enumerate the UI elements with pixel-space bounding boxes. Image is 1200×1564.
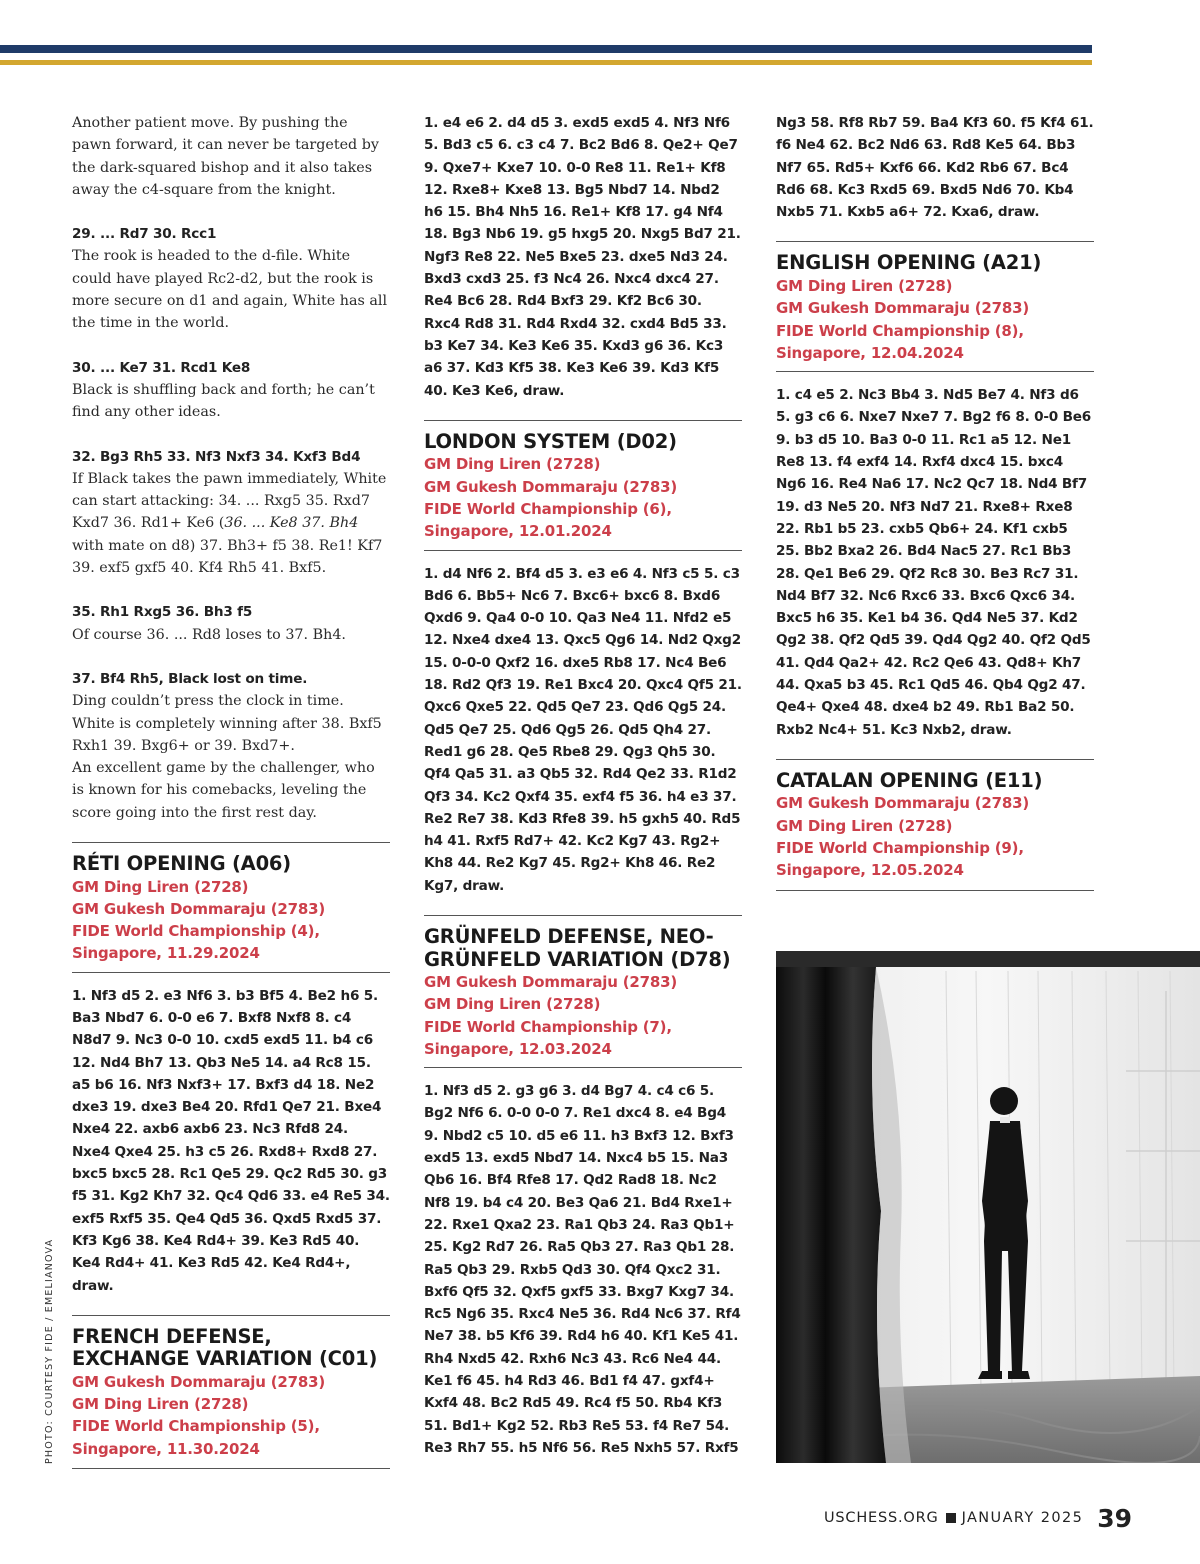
moves-heading: 29. ... Rd7 30. Rcc1 [72, 226, 217, 243]
white-player: GM Gukesh Dommaraju (2783) [72, 1372, 325, 1391]
game-reti [72, 842, 390, 1297]
black-player: GM Ding Liren (2728) [776, 816, 953, 835]
game-english [776, 241, 1094, 740]
place-date: Singapore, 11.30.2024 [72, 1439, 260, 1458]
white-player: GM Ding Liren (2728) [424, 455, 601, 474]
game-heading: GRÜNFELD DEFENSE, NEO-GRÜNFELD VARIATION (D78) [424, 925, 731, 971]
footer [824, 1498, 1132, 1538]
footer-month: JANUARY 2025 [961, 1510, 1084, 1526]
header-stripe-navy [0, 45, 1092, 53]
commentary-text [72, 468, 390, 579]
place-date: Singapore, 12.03.2024 [424, 1039, 612, 1058]
photo-credit: PHOTO: COURTESY FIDE / EMELIANOVA [44, 1238, 55, 1464]
commentary-text: Of course 36. ... Rd8 loses to 37. Bh4. [72, 626, 346, 643]
place-date: Singapore, 11.29.2024 [72, 944, 260, 963]
black-player: GM Ding Liren (2728) [72, 1395, 249, 1414]
game-moves: 1. c4 e5 2. Nc3 Bb4 3. Nd5 Be7 4. Nf3 d6 5. g3 c6 6. Nxe7 Nxe7 7. Bg2 f6 8. 0-0 Be6 9. b3 d5 10. Ba3 0-0 11. Rc1 a5 12. Ne1 Re8 13. f4 exf4 14. Rxf4 dxc4 15. bxc4 Ng6 16. Re4 Na6 17. Nc2 Qc7 18. Nd4 Bf7 19. d3 Ne5 20. Nf3 Nd7 21. Rxe8+ Rxe8 22. Rb1 b5 23. cxb5 Qb6+ 24. Kf1 cxb5 25. Bb2 Bxa2 26. Bd4 Nac5 27. Rc1 Bb3 28. Qe1 Be6 29. Qf2 Rc8 30. Be3 Rc7 31. Nd4 Bf7 32. Nc6 Rxc6 33. Bxc6 Qxc6 34. Bxc5 h6 35. Ke1 b4 36. Qd4 Ne5 37. Kd2 Qg2 38. Qf2 Qd5 39. Qd4 Qg2 40. Qf2 Qd5 41. Qd4 Qa2+ 42. Rc2 Qe6 43. Qd8+ Kh7 44. Qxa5 b3 45. Rc1 Qd5 46. Qb4 Qg2 47. Qe4+ Qxe4 48. dxe4 b2 49. Rb1 Ba2 50. Rxb2 Nc4+ 51. Kc3 Nxb2, draw. [776, 387, 1092, 738]
place-date: Singapore, 12.05.2024 [776, 861, 964, 880]
white-player: GM Gukesh Dommaraju (2783) [424, 973, 677, 991]
black-player: GM Gukesh Dommaraju (2783) [776, 299, 1029, 318]
event: FIDE World Championship (6), [424, 499, 672, 518]
game-heading: RÉTI OPENING (A06) [72, 852, 292, 876]
game-moves: 1. Nf3 d5 2. g3 g6 3. d4 Bg7 4. c4 c6 5. Bg2 Nf6 6. 0-0 0-0 7. Re1 dxc4 8. e4 Bg4 9. Nbd2 c5 10. d5 e6 11. h3 Bxf3 12. Bxf3 exd5 13. exd5 Nbd7 14. Nxc4 b5 15. Na3 Qb6 16. Bf4 Rfe8 17. Qd2 Rad8 18. Nc2 Nf8 19. b4 c4 20. Be3 Qa6 21. Bd4 Rxe1+ 22. Rxe1 Qxa2 23. Ra1 Qb3 24. Ra3 Qb1+ 25. Kg2 Rd7 26. Ra5 Qb3 27. Ra3 Qb1 28. Ra5 Qb3 29. Rxb5 Qd3 30. Qf4 Qxc2 31. Bxf6 Qf5 32. Qxf5 gxf5 33. Bxg7 Kxg7 34. Rc5 Ng6 35. Rxc4 Ne5 36. Rd4 Nc6 37. Rf4 Ne7 38. b5 Kf6 39. Rd4 h6 40. Kf1 Ke5 41. Rh4 Nxd5 42. Rxh6 Nc3 43. Rc6 Ne4 44. Ke1 f6 45. h4 Rd3 46. Bd1 f4 47. gxf4+ Kxf4 48. Bc2 Rd5 49. Rc4 f5 50. Rb4 Kf3 51. Bd1+ Kg2 52. Rb3 Re5 53. f4 Re7 54. Re3 Rh7 55. h5 Nf6 56. Re5 Nxh5 57. Rxf5 [424, 1083, 741, 1456]
game-moves: 1. Nf3 d5 2. e3 Nf6 3. b3 Bf5 4. Be2 h6 5. Ba3 Nbd7 6. 0-0 e6 7. Bxf8 Nxf8 8. c4 N8d7 9. Nc3 0-0 10. cxd5 exd5 11. b4 c6 12. Nd4 Bh7 13. Qb3 Ne5 14. a4 Rc8 15. a5 b6 16. Nf3 Nxf3+ 17. Bxf3 d4 18. Ne2 dxe3 19. dxe3 Be4 20. Rfd1 Qe7 21. Bxe4 Nxe4 22. axb6 axb6 23. Nc3 Rfd8 24. Nxe4 Qxe4 25. h3 c5 26. Rxd8+ Rxd8 27. bxc5 bxc5 28. Rc1 Qe5 29. Qc2 Rd5 30. g3 f5 31. Kg2 Kh7 32. Qc4 Qd6 33. e4 Re5 34. exf5 Rxf5 35. Qe4 Qd5 36. Qxd5 Rxd5 37. Kf3 Kg6 38. Ke4 Rd4+ 39. Ke3 Rd5 40. Ke4 Rd4+ 41. Ke3 Rd5 42. Ke4 Rd4+, draw. [72, 987, 390, 1294]
column-2 [424, 112, 742, 1459]
game-french [72, 1315, 390, 1469]
commentary-intro: Another patient move. By pushing the pawn forward, it can never be targeted by the dark-squared bishop and it also takes away the c4-square from the knight. [72, 115, 379, 198]
event: FIDE World Championship (9), [776, 839, 1024, 858]
moves-heading: 35. Rh1 Rxg5 36. Bh3 f5 [72, 604, 253, 621]
place-date: Singapore, 12.04.2024 [776, 343, 964, 362]
commentary-text: The rook is headed to the d-file. White could have played Rc2-d2, but the rook is more secure on d1 and again, White has all the time in the world. [72, 248, 388, 332]
commentary-italic-line: 36. ... Ke8 37. Bh4 [224, 515, 359, 532]
moves-heading: 37. Bf4 Rh5, Black lost on time. [72, 670, 308, 687]
player-photo [776, 951, 1200, 1463]
moves-heading: 32. Bg3 Rh5 33. Nf3 Nxf3 34. Kxf3 Bd4 [72, 448, 361, 465]
black-player: GM Ding Liren (2728) [424, 995, 601, 1014]
white-player: GM Ding Liren (2728) [72, 877, 249, 896]
commentary-text: Black is shuffling back and forth; he can’t find any other ideas. [72, 381, 375, 421]
game-grunfeld [424, 915, 742, 1459]
commentary-text: An excellent game by the challenger, who is known for his comebacks, leveling the score going into the first rest day. [72, 760, 375, 821]
commentary-text-part: If Black takes the pawn immediately, White can start attacking: 34. ... Rxg5 35. Rxd7 Kxd7 36. Rd1+ Ke6 ( [72, 470, 387, 532]
event: FIDE World Championship (8), [776, 321, 1024, 340]
event: FIDE World Championship (5), [72, 1417, 320, 1436]
game-moves: Ng3 58. Rf8 Rb7 59. Ba4 Kf3 60. f5 Kf4 61. f6 Ne4 62. Bc2 Nd6 63. Rd8 Ke5 64. Bb3 Nf7 65. Rd5+ Kxf6 66. Kd2 Rb6 67. Bc4 Rd6 68. Kc3 Rxd5 69. Bxd5 Nd6 70. Kb4 Nxb5 71. Kxb5 a6+ 72. Kxa6, draw. [776, 115, 1094, 221]
game-london [424, 420, 742, 897]
game-heading: FRENCH DEFENSE, EXCHANGE VARIATION (C01) [72, 1324, 378, 1371]
commentary-text: Ding couldn’t press the clock in time. White is completely winning after 38. Bxf5 Rxh1 39. Bxg6+ or 39. Bxd7+. [72, 693, 382, 754]
black-player: GM Gukesh Dommaraju (2783) [424, 477, 677, 496]
game-heading: LONDON SYSTEM (D02) [424, 429, 677, 453]
footer-site: USCHESS.ORG [824, 1510, 939, 1526]
column-3 [776, 112, 1094, 891]
game-catalan [776, 759, 1094, 891]
page-number: 39 [1097, 1503, 1132, 1533]
footer-square-icon [946, 1513, 956, 1523]
game-moves: 1. e4 e6 2. d4 d5 3. exd5 exd5 4. Nf3 Nf6 5. Bd3 c5 6. c3 c4 7. Bc2 Bd6 8. Qe2+ Qe7 9. Qxe7+ Kxe7 10. 0-0 Re8 11. Re1+ Kf8 12. Rxe8+ Kxe8 13. Bg5 Nbd7 14. Nbd2 h6 15. Bh4 Nh5 16. Re1+ Kf8 17. g4 Nf4 18. Bg3 Nb6 19. g5 hxg5 20. Nxg5 Bd7 21. Ngf3 Re8 22. Ne5 Bxe5 23. dxe5 Nd3 24. Bxd3 cxd3 25. f3 Nc4 26. Nxc4 dxc4 27. Re4 Bc6 28. Rd4 Bxf3 29. Kf2 Bc6 30. Rxc4 Rd8 31. Rd4 Rxd4 32. cxd4 Bd5 33. b3 Ke7 34. Ke3 Ke6 35. Kxd3 g6 36. Kc3 a6 37. Kd3 Kf5 38. Ke3 Ke6 39. Kd3 Kf5 40. Ke3 Ke6, draw. [424, 115, 741, 399]
white-player: GM Gukesh Dommaraju (2783) [776, 794, 1029, 813]
game-heading: ENGLISH OPENING (A21) [776, 251, 1042, 275]
black-player: GM Gukesh Dommaraju (2783) [72, 899, 325, 918]
game-moves: 1. d4 Nf6 2. Bf4 d5 3. e3 e6 4. Nf3 c5 5. c3 Bd6 6. Bb5+ Nc6 7. Bxc6+ bxc6 8. Bxd6 Qxd6 9. Qa4 0-0 10. Qa3 Ne4 11. Nfd2 e5 12. Nxe4 dxe4 13. Qxc5 Qg6 14. Nd2 Qxg2 15. 0-0-0 Qxf2 16. dxe5 Rb8 17. Nc4 Be6 18. Rd2 Qf3 19. Re1 Bxc4 20. Qxc4 Qf5 21. Qxc6 Qxe5 22. Qd5 Qe7 23. Qd6 Qg5 24. Qd5 Qe7 25. Qd6 Qg5 26. Qd5 Qh4 27. Red1 g6 28. Qe5 Rbe8 29. Qg3 Qh5 30. Qf4 Qa5 31. a3 Qb5 32. Rd4 Qe2 33. R1d2 Qf3 34. Kc2 Qxf4 35. exf4 f5 36. h4 e3 37. Re2 Re7 38. Kd3 Rfe8 39. h5 gxh5 40. Rd5 h4 41. Rxf5 Rd7+ 42. Kc2 Kg7 43. Rg2+ Kh8 44. Re2 Kg7 45. Rg2+ Kh8 46. Re2 Kg7, draw. [424, 565, 742, 894]
event: FIDE World Championship (7), [424, 1017, 672, 1036]
moves-heading: 30. ... Ke7 31. Rcd1 Ke8 [72, 359, 251, 376]
column-1 [72, 112, 390, 1469]
event: FIDE World Championship (4), [72, 922, 320, 941]
white-player: GM Ding Liren (2728) [776, 276, 953, 295]
header-stripe-gold [0, 60, 1092, 65]
place-date: Singapore, 12.01.2024 [424, 522, 612, 541]
game-heading: CATALAN OPENING (E11) [776, 768, 1043, 792]
commentary-text-part: with mate on d8) 37. Bh3+ f5 38. Re1! Kf7 39. exf5 gxf5 40. Kf4 Rh5 41. Bxf5. [72, 537, 383, 577]
